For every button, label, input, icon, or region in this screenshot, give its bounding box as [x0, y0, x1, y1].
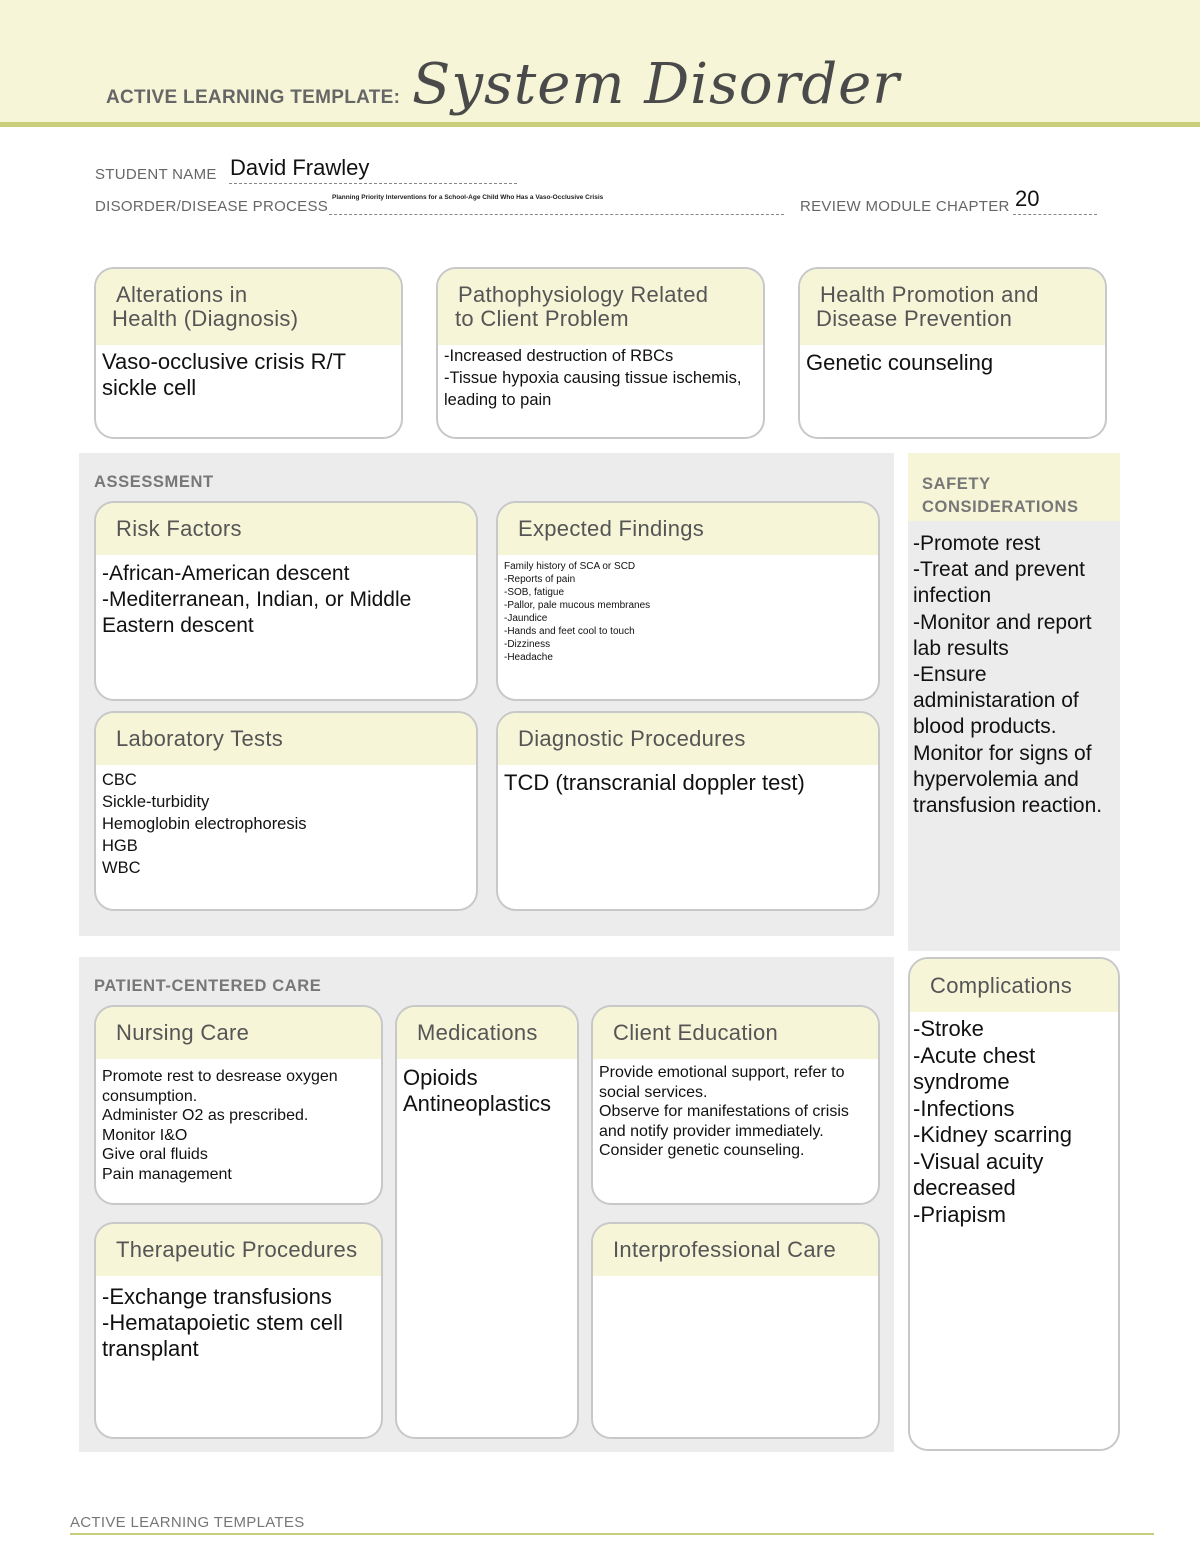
laboratory-tests-text — [96, 765, 476, 883]
medication-line: Antineoplastics — [403, 1091, 551, 1116]
finding-line: -SOB, fatigue — [504, 587, 565, 598]
assessment-label: ASSESSMENT — [94, 473, 214, 491]
education-line: Provide emotional support, refer to social services. — [599, 1064, 845, 1101]
diagnostic-procedures-text: TCD (transcranial doppler test) — [504, 770, 805, 795]
disorder-field[interactable]: Planning Priority Interventions for a School-Age Child Who Has a Vaso-Occlusive Crisis — [332, 194, 604, 201]
finding-line: Family history of SCA or SCD — [504, 561, 636, 572]
education-line: Consider genetic counseling. — [599, 1142, 805, 1159]
risk-factor-line: -Mediterranean, Indian, or Middle Eastern descent — [102, 588, 412, 637]
patient-centered-care-label: PATIENT-CENTERED CARE — [94, 977, 322, 995]
therapeutic-procedures-text — [96, 1276, 381, 1366]
complications-card — [908, 957, 1120, 1451]
patho-line: -Increased destruction of RBCs — [444, 347, 674, 365]
finding-line: -Jaundice — [504, 613, 548, 624]
laboratory-tests-header: Laboratory Tests — [96, 713, 476, 765]
student-name-underline — [229, 183, 517, 184]
alterations-title-line1: Alterations in — [116, 282, 248, 307]
therapeutic-procedures-header: Therapeutic Procedures — [96, 1224, 381, 1276]
client-education-header: Client Education — [593, 1007, 878, 1059]
chapter-field[interactable]: 20 — [1015, 186, 1040, 211]
patho-title-line1: Pathophysiology Related — [458, 282, 709, 307]
medications-header: Medications — [397, 1007, 577, 1059]
laboratory-tests-card — [94, 711, 478, 911]
pathophysiology-card — [436, 267, 765, 439]
patho-title-line2: to Client Problem — [455, 306, 629, 331]
interprofessional-care-card — [591, 1222, 880, 1439]
footer-divider — [70, 1533, 1154, 1535]
client-education-card — [591, 1005, 880, 1205]
interprofessional-care-text — [593, 1276, 878, 1284]
safety-line: -Monitor and report lab results — [913, 610, 1092, 660]
safety-text — [913, 531, 1117, 819]
health-promotion-text: Genetic counseling — [806, 350, 994, 375]
therapeutic-procedures-card — [94, 1222, 383, 1439]
finding-line: -Dizziness — [504, 639, 551, 650]
finding-line: -Hands and feet cool to touch — [504, 626, 635, 637]
safety-label-line2: CONSIDERATIONS — [922, 498, 1079, 516]
nursing-care-card — [94, 1005, 383, 1205]
nursing-care-text — [96, 1059, 381, 1188]
expected-findings-header: Expected Findings — [498, 503, 878, 555]
nursing-line: Promote rest to desrease oxygen consumption. — [102, 1068, 338, 1105]
therapeutic-line: -Hematapoietic stem cell transplant — [102, 1310, 343, 1361]
expected-findings-text — [498, 555, 878, 668]
chapter-label: REVIEW MODULE CHAPTER — [800, 198, 1010, 215]
nursing-line: Pain management — [102, 1165, 232, 1183]
risk-factors-card — [94, 501, 478, 701]
safety-label-line1: SAFETY — [922, 475, 991, 493]
client-education-text — [593, 1059, 878, 1165]
complication-line: -Kidney scarring — [913, 1122, 1072, 1147]
patho-line: -Tissue hypoxia causing tissue ischemis, leading to pain — [444, 369, 742, 409]
lab-test-line: CBC — [102, 771, 137, 789]
alterations-card — [94, 267, 403, 439]
health-promotion-card-header — [800, 269, 1105, 345]
lab-test-line: Sickle-turbidity — [102, 793, 210, 811]
risk-factors-header: Risk Factors — [96, 503, 476, 555]
template-title: System Disorder — [412, 52, 901, 117]
medications-text — [397, 1059, 577, 1121]
promotion-title-line1: Health Promotion and — [820, 282, 1039, 307]
disorder-underline — [329, 214, 784, 215]
nursing-line: Give oral fluids — [102, 1146, 208, 1163]
pathophysiology-text — [438, 345, 763, 415]
template-prefix: ACTIVE LEARNING TEMPLATE: — [106, 87, 401, 108]
lab-test-line: WBC — [102, 859, 141, 877]
promotion-title-line2: Disease Prevention — [816, 306, 1013, 331]
risk-factor-line: -African-American descent — [102, 562, 350, 585]
medications-card — [395, 1005, 579, 1439]
health-promotion-card — [798, 267, 1107, 439]
student-name-label: STUDENT NAME — [95, 166, 217, 183]
pathophysiology-card-header — [438, 269, 763, 345]
header-divider — [0, 122, 1200, 127]
diagnostic-procedures-card — [496, 711, 880, 911]
complications-header: Complications — [910, 959, 1118, 1012]
risk-factors-text — [96, 555, 476, 643]
complication-line: -Priapism — [913, 1201, 1006, 1227]
safety-line: -Promote rest — [913, 532, 1041, 555]
alterations-title-line2: Health (Diagnosis) — [112, 306, 299, 331]
nursing-line: Administer O2 as prescribed. — [102, 1107, 309, 1124]
nursing-line: Monitor I&O — [102, 1126, 188, 1144]
finding-line: -Reports of pain — [504, 574, 576, 585]
disorder-label: DISORDER/DISEASE PROCESS — [95, 198, 329, 215]
complications-text — [910, 1012, 1118, 1232]
footer-label: ACTIVE LEARNING TEMPLATES — [70, 1514, 305, 1531]
student-name-field[interactable]: David Frawley — [230, 155, 370, 180]
alterations-card-header — [96, 269, 401, 345]
nursing-care-header: Nursing Care — [96, 1007, 381, 1059]
lab-test-line: Hemoglobin electrophoresis — [102, 815, 307, 833]
lab-test-line: HGB — [102, 837, 138, 855]
interprofessional-care-header: Interprofessional Care — [593, 1224, 878, 1276]
education-line: Observe for manifestations of crisis and notify provider immediately. — [599, 1103, 849, 1140]
finding-line: -Headache — [504, 652, 553, 663]
safety-line: -Treat and prevent infection — [913, 558, 1085, 608]
therapeutic-line: -Exchange transfusions — [102, 1284, 332, 1309]
safety-line: -Ensure administaration of blood products. Monitor for signs of hypervolemia and transfusion reaction. — [913, 663, 1103, 818]
chapter-underline — [1013, 214, 1097, 215]
expected-findings-card — [496, 501, 880, 701]
alterations-text: Vaso-occlusive crisis R/T sickle cell — [102, 349, 346, 400]
complication-line: -Visual acuity decreased — [913, 1148, 1044, 1200]
finding-line: -Pallor, pale mucous membranes — [504, 600, 651, 611]
complication-line: -Infections — [913, 1095, 1015, 1121]
complication-line: -Acute chest syndrome — [913, 1042, 1036, 1094]
medication-line: Opioids — [403, 1065, 478, 1090]
diagnostic-procedures-header: Diagnostic Procedures — [498, 713, 878, 765]
safety-label — [922, 473, 1079, 519]
complication-line: -Stroke — [913, 1016, 984, 1041]
